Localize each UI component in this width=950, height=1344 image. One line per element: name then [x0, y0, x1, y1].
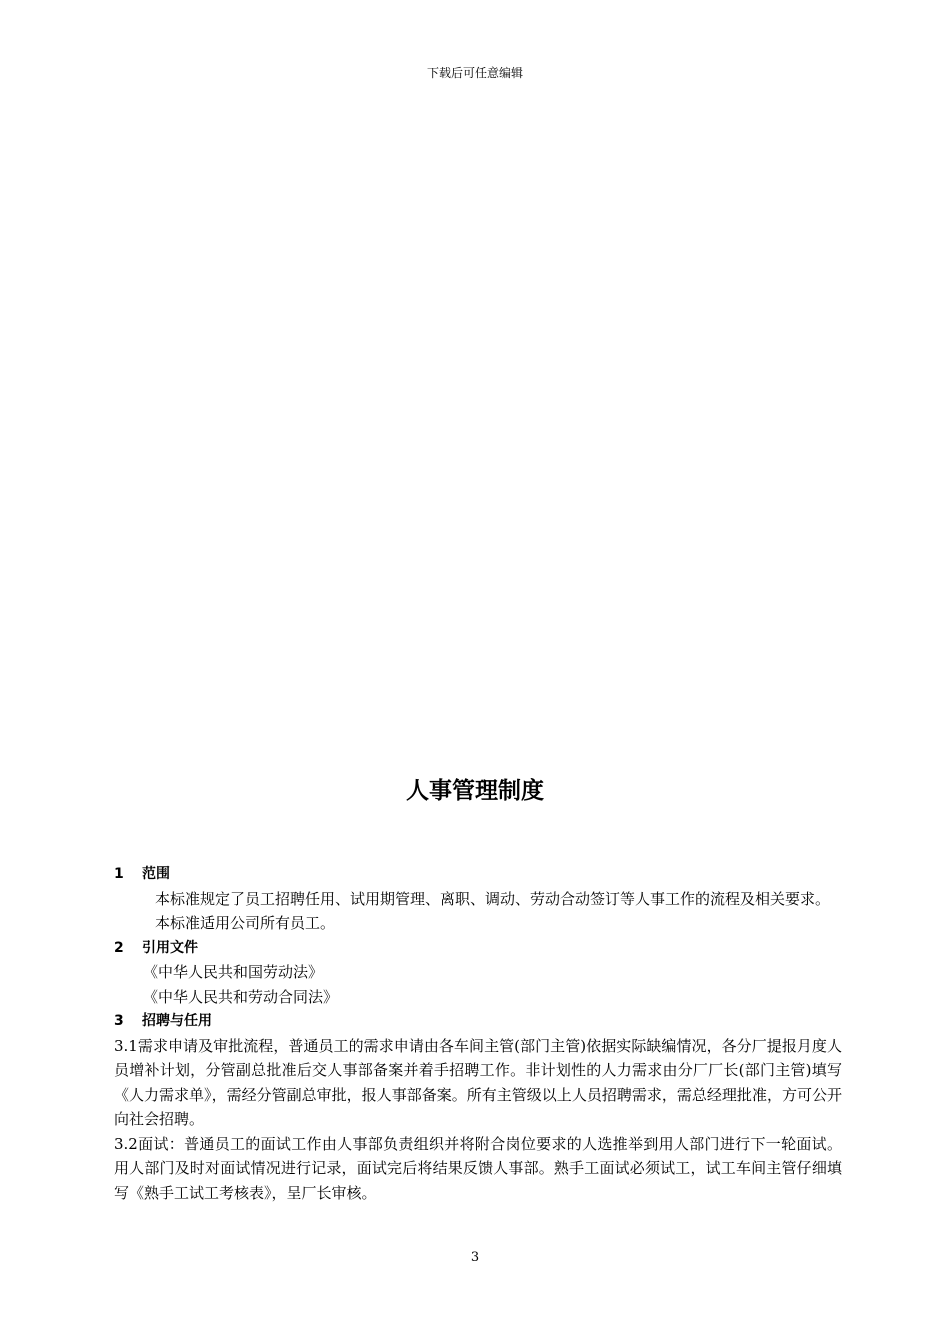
- section-heading-recruitment: [114, 1009, 842, 1034]
- paragraph: 本标准规定了员工招聘任用、试用期管理、离职、调动、劳动合动签订等人事工作的流程及相关要求。: [155, 889, 831, 908]
- document-title: 人事管理制度: [406, 778, 544, 804]
- section-heading-references: [114, 936, 842, 961]
- section-number: 1: [114, 866, 124, 882]
- paragraph: 本标准适用公司所有员工。: [155, 914, 336, 932]
- section-heading-scope: [114, 862, 842, 887]
- page-number: 3: [470, 1250, 480, 1265]
- clause-paragraph: 3.2面试：普通员工的面试工作由人事部负责组织并将附合岗位要求的人选推举到用人部门进行下一轮面试。用人部门及时对面试情况进行记录，面试完后将结果反馈人事部。熟手工面试必须试工，试工车间主管仔细填写《熟手工试工考核表》，呈厂长审核。: [114, 1134, 842, 1202]
- section-title: 招聘与任用: [142, 1013, 212, 1029]
- reference-item: 《中华人民共和国劳动法》: [143, 963, 324, 981]
- reference-item: 《中华人民共和劳动合同法》: [143, 987, 339, 1006]
- section-number: 2: [114, 939, 124, 956]
- document-body: [114, 862, 842, 1205]
- section-title: 范围: [142, 866, 170, 882]
- page-header: 下载后可任意编辑: [426, 66, 523, 80]
- section-title: 引用文件: [142, 939, 198, 956]
- section-number: 3: [114, 1013, 124, 1029]
- clause-paragraph: 3.1需求申请及审批流程，普通员工的需求申请由各车间主管(部门主管)依据实际缺编情况，各分厂提报月度人员增补计划，分管副总批准后交人事部备案并着手招聘工作。非计划性的人力需求由分厂厂长(部门主管)填写《人力需求单》，需经分管副总审批，报人事部备案。所有主管级以上人员招聘需求，需总经理批准，方可公开向社会招聘。: [114, 1036, 842, 1128]
